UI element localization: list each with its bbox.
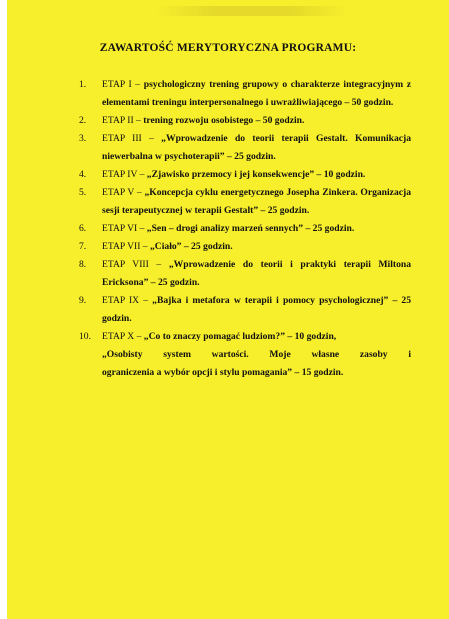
list-item	[79, 238, 411, 256]
bleed-through-artifact	[157, 6, 347, 16]
item-description: „Sen – drogi analizy marzeń sennych” – 25 godzin.	[144, 223, 355, 234]
item-stage: ETAP III –	[102, 133, 154, 144]
item-stage: ETAP II –	[102, 115, 141, 126]
program-list	[79, 76, 411, 382]
item-stage: ETAP VII –	[102, 241, 148, 252]
item-number: 8.	[79, 259, 87, 270]
list-item	[79, 256, 411, 292]
item-stage: ETAP X –	[102, 331, 142, 342]
item-description: „Wprowadzenie do teorii terapii Gestalt. Komunikacja niewerbalna w psychoterapii” – 25 godzin.	[102, 133, 412, 162]
item-number: 6.	[79, 223, 87, 234]
item-number: 5.	[79, 187, 87, 198]
item-number: 2.	[79, 115, 87, 126]
item-number: 10.	[79, 331, 91, 342]
item-description: psychologiczny trening grupowy o charakterze integracyjnym z elementami treningu interpersonalnego i uwrażliwiającego – 50 godzin.	[102, 79, 411, 108]
item-description: trening rozwoju osobistego – 50 godzin.	[140, 115, 305, 126]
list-item	[79, 166, 411, 184]
item-number: 7.	[79, 241, 87, 252]
item-number: 3.	[79, 133, 87, 144]
item-description: „Zjawisko przemocy i jej konsekwencje” – 10 godzin.	[144, 169, 366, 180]
item-subline: „Osobisty system wartości. Moje własne zasoby i	[102, 349, 411, 360]
item-stage: ETAP I –	[102, 79, 141, 90]
list-item	[79, 328, 411, 382]
item-stage: ETAP IX –	[102, 295, 149, 306]
document-title: ZAWARTOŚĆ MERYTORYCZNA PROGRAMU:	[99, 42, 357, 54]
item-stage: ETAP VIII –	[102, 259, 162, 270]
item-description: „Wprowadzenie do teorii i praktyki terapii Miltona Ericksona” – 25 godzin.	[102, 259, 412, 288]
item-stage: ETAP IV –	[102, 169, 145, 180]
list-item	[79, 292, 411, 328]
item-number: 4.	[79, 169, 87, 180]
list-item	[79, 220, 411, 238]
item-stage: ETAP V –	[102, 187, 142, 198]
list-item	[79, 130, 411, 166]
list-item	[79, 112, 411, 130]
item-description: „Co to znaczy pomagać ludziom?” – 10 godzin,	[141, 331, 337, 342]
list-item	[79, 184, 411, 220]
list-item	[79, 76, 411, 112]
item-number: 1.	[79, 79, 87, 90]
item-description: „Bajka i metafora w terapii i pomocy psychologicznej” – 25 godzin.	[102, 295, 412, 324]
item-subline: ograniczenia a wybór opcji i stylu pomagania” – 15 godzin.	[102, 367, 344, 378]
item-stage: ETAP VI –	[102, 223, 145, 234]
item-description: „Ciało” – 25 godzin.	[147, 241, 233, 252]
item-number: 9.	[79, 295, 87, 306]
item-description: „Koncepcja cyklu energetycznego Josepha Zinkera. Organizacja sesji terapeutycznej w terapii Gestalt” – 25 godzin.	[102, 187, 411, 216]
document-page	[7, 0, 449, 619]
